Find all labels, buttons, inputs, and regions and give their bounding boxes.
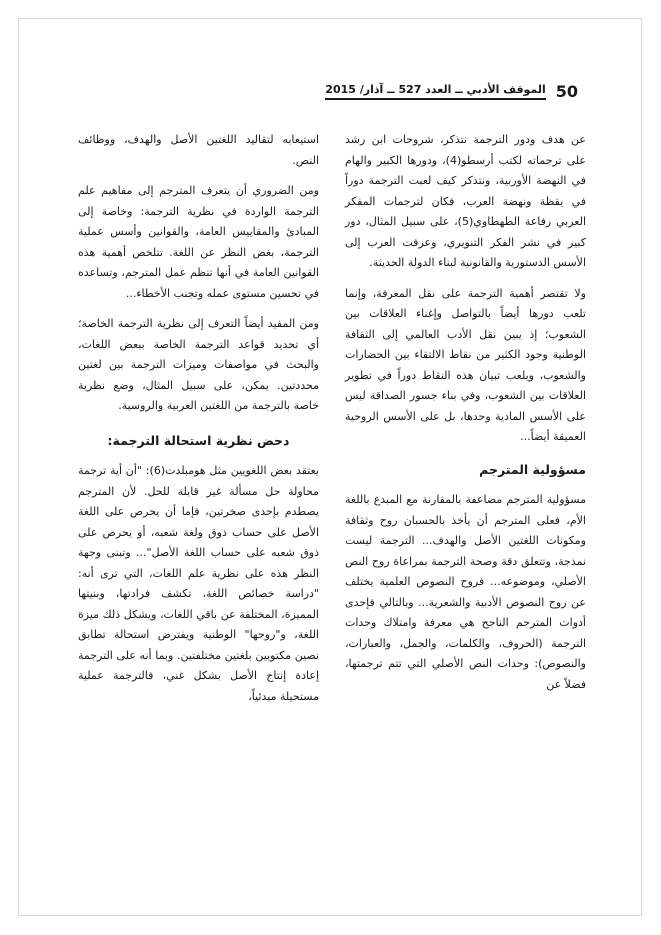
left-column xyxy=(78,130,319,717)
paragraph: عن هدف ودور الترجمة نتذكر، شروحات ابن رشد على ترجماته لكتب أرسطو(4)، ودورها الكبير والهام في النهضة الأوربية، ونتذكر كيف لعبت الترجمة دوراً في يقظة ونهضة العرب، فكان لترجمات المفكر العربي رفاعة الطهطاوي(5)، على سبيل المثال، دور كبير في نشر الفكر التنويري، وعرفت العرب إلى الأسس الدستورية والقانونية لبناء الدولة الحديثة. xyxy=(345,133,587,269)
paragraph: ومن الضروري أن يتعرف المترجم إلى مفاهيم علم الترجمة الواردة في نظرية الترجمة: وخاصة إلى المبادئ والمقاييس العامة، والقوانين وأسس عملية الترجمة، بغض النظر عن اللغة. تتلخص أهمية هذه القوانين العامة في أنها تنظم عمل المترجم، وتساعده في تحسين مستوى عمله وتجنب الأخطاء... xyxy=(78,184,319,300)
paragraph: ولا تقتصر أهمية الترجمة على نقل المعرفة، وإنما تلعب دورها أيضاً بالتواصل وإغناء العلاقات بين الشعوب؛ إذ يبين نقل الأدب العالمي إلى الثقافة الوطنية وجود الكثير من نقاط الالتقاء بين الحضارات والشعوب، ويلعب تبيان هذه النقاط دوراً في تطوير العلاقات بين الشعوب، وفي بناء جسور الصداقة ليس على الأسس المادية وحدها، بل على الأسس الروحية العميقة أيضاً... xyxy=(345,286,586,443)
right-column xyxy=(345,130,586,705)
paragraph: مسؤولية المترجم مضاعفة بالمقارنة مع المبدع باللغة الأم، فعلى المترجم أن يأخذ بالحسبان روح وثقافة ومكونات اللغتين الأصل والهدف... الترجمة ليست نمذجة، وتتعلق دقة وصحة الترجمة بمراعاة روح النص الأصلي، وموضوعه... فروح النصوص العلمية يختلف عن روح النصوص الأدبية والشعرية... وبالتالي فإحدى أدوات المترجم الناجح هي معرفة وامتلاك وحدات الترجمة (الحروف، والكلمات، والجمل، والعبارات، والنصوص): وحدات النص الأصلي التي تتم ترجمتها، فضلاً عن xyxy=(345,493,586,691)
paragraph: ومن المفيد أيضاً التعرف إلى نظرية الترجمة الخاصة؛ أي تحديد قواعد الترجمة الخاصة ببعض اللغات، والبحث في مواصفات وميزات الترجمة بين لغتين محددتين. يمكن، على سبيل المثال، وضع نظرية خاصة بالترجمة من اللغتين العربية والروسية. xyxy=(78,317,319,412)
section-heading: دحض نظرية استحالة الترجمة: xyxy=(107,432,290,448)
page-number: 50 xyxy=(555,81,578,101)
section-heading: مسؤولية المترجم xyxy=(479,461,586,477)
running-title: الموقف الأدبي ــ العدد 527 ــ آذار/ 2015 xyxy=(325,83,545,100)
page-header xyxy=(325,78,578,104)
paragraph: يعتقد بعض اللغويين مثل هومبلدت(6): "أن أية ترجمة محاولة حل مسألة غير قابلة للحل. لأن المترجم يصطدم بإحدى صخرتين، فإما أن يحرص على اللغة الأصل على حساب ذوق ولغة شعبه، أو يحرص على ذوق شعبه على حساب اللغة الأصل"... وتبنى وجهة النظر هذه على نظرية علم اللغات، التي ترى أنه: "دراسة خصائص اللغة، تكشف فرادتها، وبنيتها المميزة، المختلفة عن باقي اللغات، ويشكل ذلك ميزة اللغة، و"روحها" الوطنية ويفترض استحالة تطابق نصين مكتوبين بلغتين مختلفتين. وبما أنه على الترجمة إعادة إنتاج الأصل بشكل غني، فالترجمة عملية مستحيلة مبدئياً، xyxy=(78,464,319,703)
paragraph: استيعابه لتقاليد اللغتين الأصل والهدف، ووظائف النص. xyxy=(78,133,319,167)
